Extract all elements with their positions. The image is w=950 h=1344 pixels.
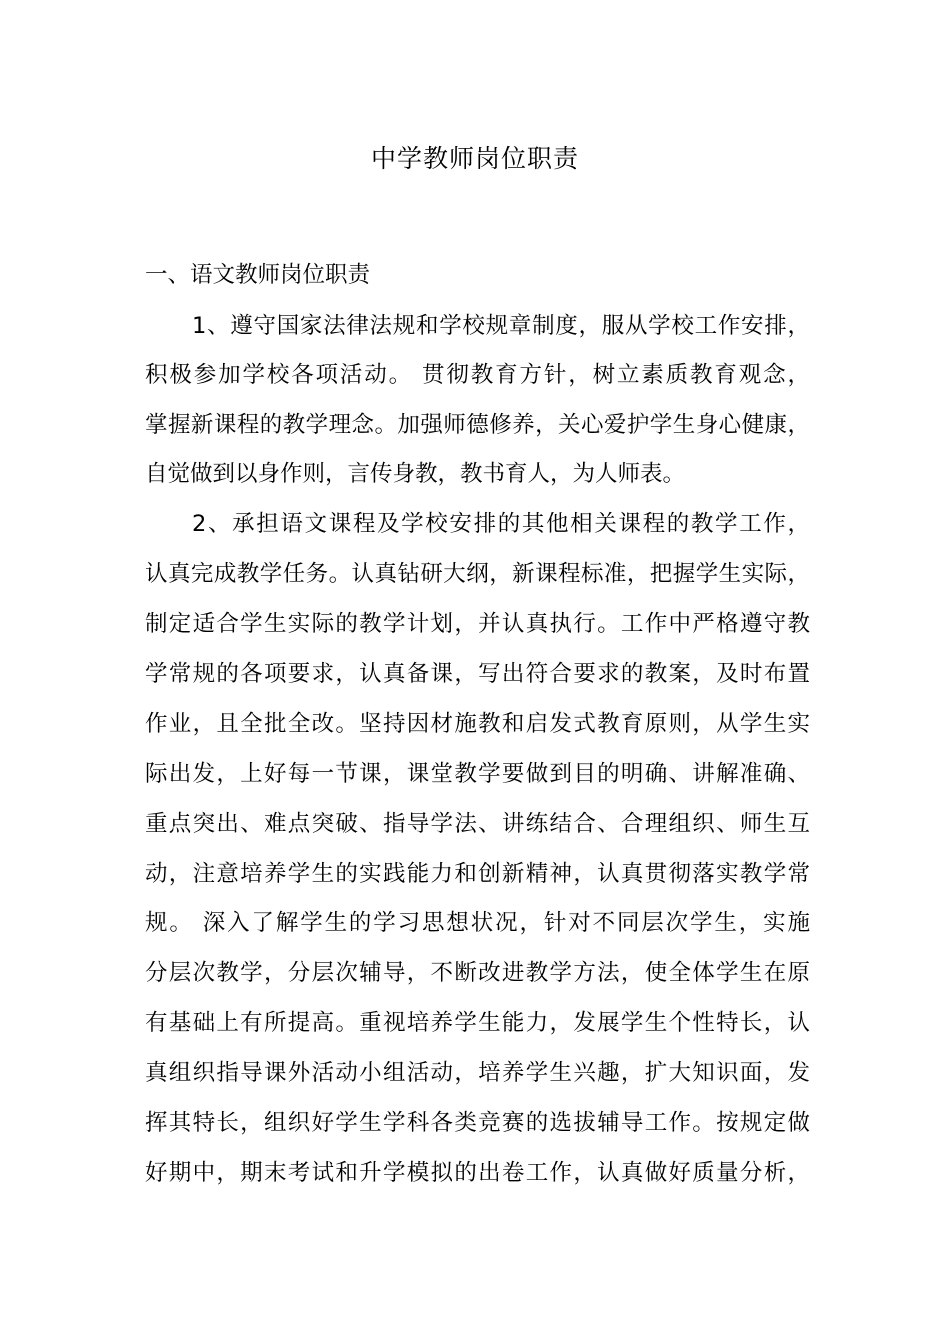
paragraph-line: 有基础上有所提高。重视培养学生能力，发展学生个性特长，认 (145, 1010, 810, 1036)
paragraph-line: 动，注意培养学生的实践能力和创新精神，认真贯彻落实教学常 (145, 861, 810, 887)
document-title: 中学教师岗位职责 (370, 144, 579, 173)
paragraph-line: 掌握新课程的教学理念。加强师德修养，关心爱护学生身心健康， (145, 412, 810, 438)
paragraph-line: 好期中，期末考试和升学模拟的出卷工作，认真做好质量分析， (145, 1160, 810, 1186)
paragraph-line: 重点突出、难点突破、指导学法、讲练结合、合理组织、师生互 (145, 811, 810, 837)
paragraph-line: 分层次教学，分层次辅导，不断改进教学方法，使全体学生在原 (145, 960, 810, 986)
section-heading: 一、语文教师岗位职责 (145, 262, 371, 288)
paragraph-line: 积极参加学校各项活动。 贯彻教育方针，树立素质教育观念， (145, 362, 810, 388)
paragraph-line: 1、遵守国家法律法规和学校规章制度，服从学校工作安排， (192, 313, 810, 339)
paragraph-line: 自觉做到以身作则，言传身教，教书育人，为人师表。 (145, 461, 686, 487)
paragraph-line: 规。 深入了解学生的学习思想状况，针对不同层次学生，实施 (145, 910, 810, 936)
paragraph-line: 作业，且全批全改。坚持因材施教和启发式教育原则，从学生实 (145, 711, 810, 737)
paragraph-line: 2、承担语文课程及学校安排的其他相关课程的教学工作， (192, 511, 810, 537)
paragraph-line: 制定适合学生实际的教学计划，并认真执行。工作中严格遵守教 (145, 611, 810, 637)
paragraph-line: 际出发，上好每一节课，课堂教学要做到目的明确、讲解准确、 (145, 761, 810, 787)
paragraph-line: 挥其特长，组织好学生学科各类竞赛的选拔辅导工作。按规定做 (145, 1110, 810, 1136)
paragraph-line: 真组织指导课外活动小组活动，培养学生兴趣，扩大知识面，发 (145, 1060, 810, 1086)
paragraph-line: 认真完成教学任务。认真钻研大纲，新课程标准，把握学生实际， (145, 561, 810, 587)
paragraph-line: 学常规的各项要求，认真备课，写出符合要求的教案，及时布置 (145, 661, 810, 687)
